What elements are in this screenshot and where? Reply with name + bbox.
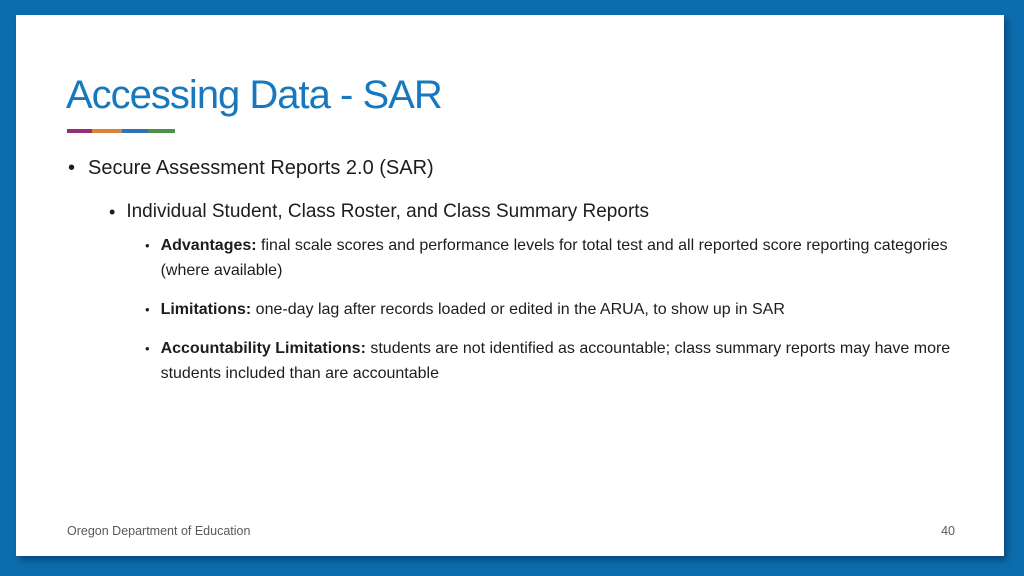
bullet-level2 bbox=[109, 198, 649, 226]
bullet-level1-text: Secure Assessment Reports 2.0 (SAR) bbox=[88, 157, 434, 179]
bullet-level3-limitations bbox=[145, 297, 955, 322]
bullet-level1 bbox=[68, 154, 434, 182]
footer-page-number: 40 bbox=[941, 524, 955, 538]
bullet-level3-text bbox=[161, 336, 955, 386]
accent-segment-orange bbox=[92, 129, 122, 133]
bullet-lead-label: Accountability Limitations: bbox=[160, 340, 366, 357]
bullet-icon: • bbox=[145, 238, 150, 253]
bullet-rest-text: final scale scores and performance levels for total test and all reported score reporting categories (where available) bbox=[160, 237, 948, 279]
bullet-icon: • bbox=[145, 302, 150, 317]
slide-title: Accessing Data - SAR bbox=[66, 73, 442, 117]
bullet-level3-text bbox=[161, 297, 785, 322]
bullet-lead-label: Limitations: bbox=[160, 301, 252, 318]
bullet-level2-text: Individual Student, Class Roster, and Class Summary Reports bbox=[126, 201, 650, 222]
accent-segment-blue bbox=[122, 129, 148, 133]
bullet-lead-label: Advantages: bbox=[160, 237, 257, 254]
accent-segment-purple bbox=[67, 129, 92, 133]
bullet-level3-advantages bbox=[145, 233, 955, 283]
footer-organization: Oregon Department of Education bbox=[67, 524, 251, 538]
accent-segment-green bbox=[148, 129, 175, 133]
title-accent-bar bbox=[67, 129, 175, 133]
bullet-level3-text bbox=[161, 233, 955, 283]
bullet-icon: • bbox=[109, 202, 116, 222]
bullet-icon: • bbox=[68, 157, 76, 179]
bullet-rest-text: one-day lag after records loaded or edited in the ARUA, to show up in SAR bbox=[251, 301, 785, 318]
bullet-level3-accountability bbox=[145, 336, 955, 386]
slide-canvas bbox=[16, 15, 1004, 556]
bullet-rest-text: students are not identified as accountable; class summary reports may have more students included than are accountable bbox=[160, 340, 951, 382]
bullet-icon: • bbox=[145, 341, 150, 356]
